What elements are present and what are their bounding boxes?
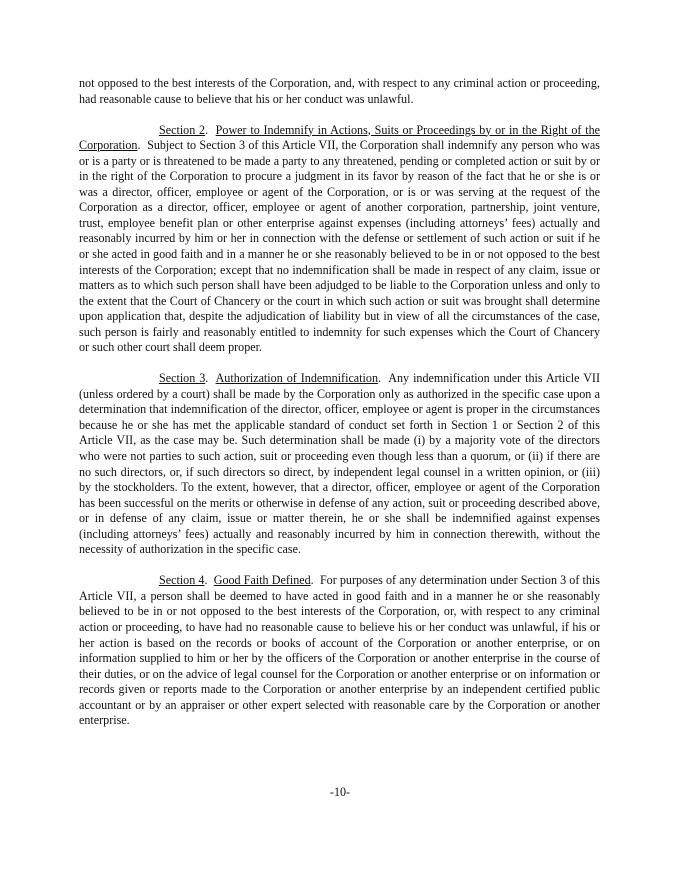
section-4-paragraph: Section 4. Good Faith Defined. For purposes of any determination under Section 3 of this Article VII, a person shall be deemed to have acted in good faith and in a manner he or she reasonably believed to be in or not opposed to the best interests of the Corporation, or, with respect to any criminal action or proceeding, to have had no reasonable cause to believe his or her conduct was unlawful, if his or her action is based on the records or books of account of the Corporation or another enterprise, or on information supplied to him or her by the officers of the Corporation or another enterprise in the course of their duties, or on the advice of legal counsel for the Corporation or another enterprise or on information or records given or reports made to the Corporation or another enterprise by an independent certified public accountant or by an appraiser or other expert selected with reasonable care by the Corporation or another enterprise. (79, 573, 600, 728)
section-3-body: Any indemnification under this Article VII (unless ordered by a court) shall be made by the Corporation only as authorized in the specific case upon a determination that indemnification of the director, officer, employee or agent is proper in the circumstances because he or she has met the applicable standard of conduct set forth in Section 1 or Section 2 of this Article VII, as the case may be. Such determination shall be made (i) by a majority vote of the directors who were not parties to such action, suit or proceeding even though less than a quorum, or (ii) if there are no such directors, or, if such directors so direct, by independent legal counsel in a written opinion, or (iii) by the stockholders. To the extent, however, that a director, officer, employee or agent of the Corporation has been successful on the merits or otherwise in defense of any action, suit or proceeding described above, or in defense of any claim, issue or matter therein, he or she shall be indemnified against expenses (including attorneys’ fees) actually and reasonably incurred by him in connection therewith, without the necessity of authorization in the specific case. (79, 371, 600, 557)
section-3-number: Section 3 (159, 371, 206, 386)
continuation-paragraph: not opposed to the best interests of the Corporation, and, with respect to any criminal action or proceeding, had reasonable cause to believe that his or her conduct was unlawful. (79, 76, 600, 106)
section-3-paragraph: Section 3. Authorization of Indemnification. Any indemnification under this Article VII (unless ordered by a court) shall be made by the Corporation only as authorized in the specific case upon a determination that indemnification of the director, officer, employee or agent is proper in the circumstances because he or she has met the applicable standard of conduct set forth in Section 1 or Section 2 of this Article VII, as the case may be. Such determination shall be made (i) by a majority vote of the directors who were not parties to such action, suit or proceeding even though less than a quorum, or (ii) if there are no such directors, or, if such directors so direct, by independent legal counsel in a written opinion, or (iii) by the stockholders. To the extent, however, that a director, officer, employee or agent of the Corporation has been successful on the merits or otherwise in defense of any action, suit or proceeding described above, or in defense of any claim, issue or matter therein, he or she shall be indemnified against expenses (including attorneys’ fees) actually and reasonably incurred by him in connection therewith, without the necessity of authorization in the specific case. (79, 371, 600, 557)
section-2-number: Section 2 (159, 122, 206, 137)
section-2-title: Power to Indemnify in Actions, Suits or Proceedings by or in the Right of the Corporation (79, 122, 600, 153)
section-3-title: Authorization of Indemnification (215, 371, 378, 386)
page-number: -10- (329, 785, 351, 799)
section-4-body: For purposes of any determination under Section 3 of this Article VII, a person shall be deemed to have acted in good faith and in a manner he or she reasonably believed to be in or not opposed to the best interests of the Corporation, or, with respect to any criminal action or proceeding, to have had no reasonable cause to believe his or her conduct was unlawful, if his or her action is based on the records or books of account of the Corporation or another enterprise, or on information supplied to him or her by the officers of the Corporation or another enterprise in the course of their duties, or on the advice of legal counsel for the Corporation or another enterprise or on information or records given or reports made to the Corporation or another enterprise by an independent certified public accountant or by an appraiser or other expert selected with reasonable care by the Corporation or another enterprise. (79, 573, 600, 728)
section-4-number: Section 4 (159, 573, 205, 588)
section-2-body: Subject to Section 3 of this Article VII, the Corporation shall indemnify any person who was or is a party or is threatened to be made a party to any threatened, pending or completed action or suit by or in the right of the Corporation to procure a judgment in its favor by reason of the fact that he or she is or was a director, officer, employee or agent of the Corporation, or is or was serving at the request of the Corporation as a director, officer, employee or agent of another corporation, partnership, joint venture, trust, employee benefit plan or other enterprise against expenses (including attorneys’ fees) actually and reasonably incurred by him or her in connection with the defense or settlement of such action or suit if he or she acted in good faith and in a manner he or she reasonably believed to be in or not opposed to the best interests of the Corporation; except that no indemnification shall be made in respect of any claim, issue or matters as to which such person shall have been adjudged to be liable to the Corporation unless and only to the extent that the Court of Chancery or the court in which such action or suit was brought shall determine upon application that, despite the adjudication of liability but in view of all the circumstances of the case, such person is fairly and reasonably entitled to indemnity for such expenses which the Court of Chancery or such other court shall deem proper. (79, 138, 600, 355)
document-page (79, 76, 600, 744)
section-2-paragraph: Section 2. Power to Indemnify in Actions, Suits or Proceedings by or in the Right of the Corporation. Subject to Section 3 of this Article VII, the Corporation shall indemnify any person who was or is a party or is threatened to be made a party to any threatened, pending or completed action or suit by or in the right of the Corporation to procure a judgment in its favor by reason of the fact that he or she is or was a director, officer, employee or agent of the Corporation, or is or was serving at the request of the Corporation as a director, officer, employee or agent of another corporation, partnership, joint venture, trust, employee benefit plan or other enterprise against expenses (including attorneys’ fees) actually and reasonably incurred by him or her in connection with the defense or settlement of such action or suit if he or she acted in good faith and in a manner he or she reasonably believed to be in or not opposed to the best interests of the Corporation; except that no indemnification shall be made in respect of any claim, issue or matters as to which such person shall have been adjudged to be liable to the Corporation unless and only to the extent that the Court of Chancery or the court in which such action or suit was brought shall determine upon application that, despite the adjudication of liability but in view of all the circumstances of the case, such person is fairly and reasonably entitled to indemnity for such expenses which the Court of Chancery or such other court shall deem proper. (79, 122, 600, 355)
section-4-title: Good Faith Defined (213, 573, 311, 588)
